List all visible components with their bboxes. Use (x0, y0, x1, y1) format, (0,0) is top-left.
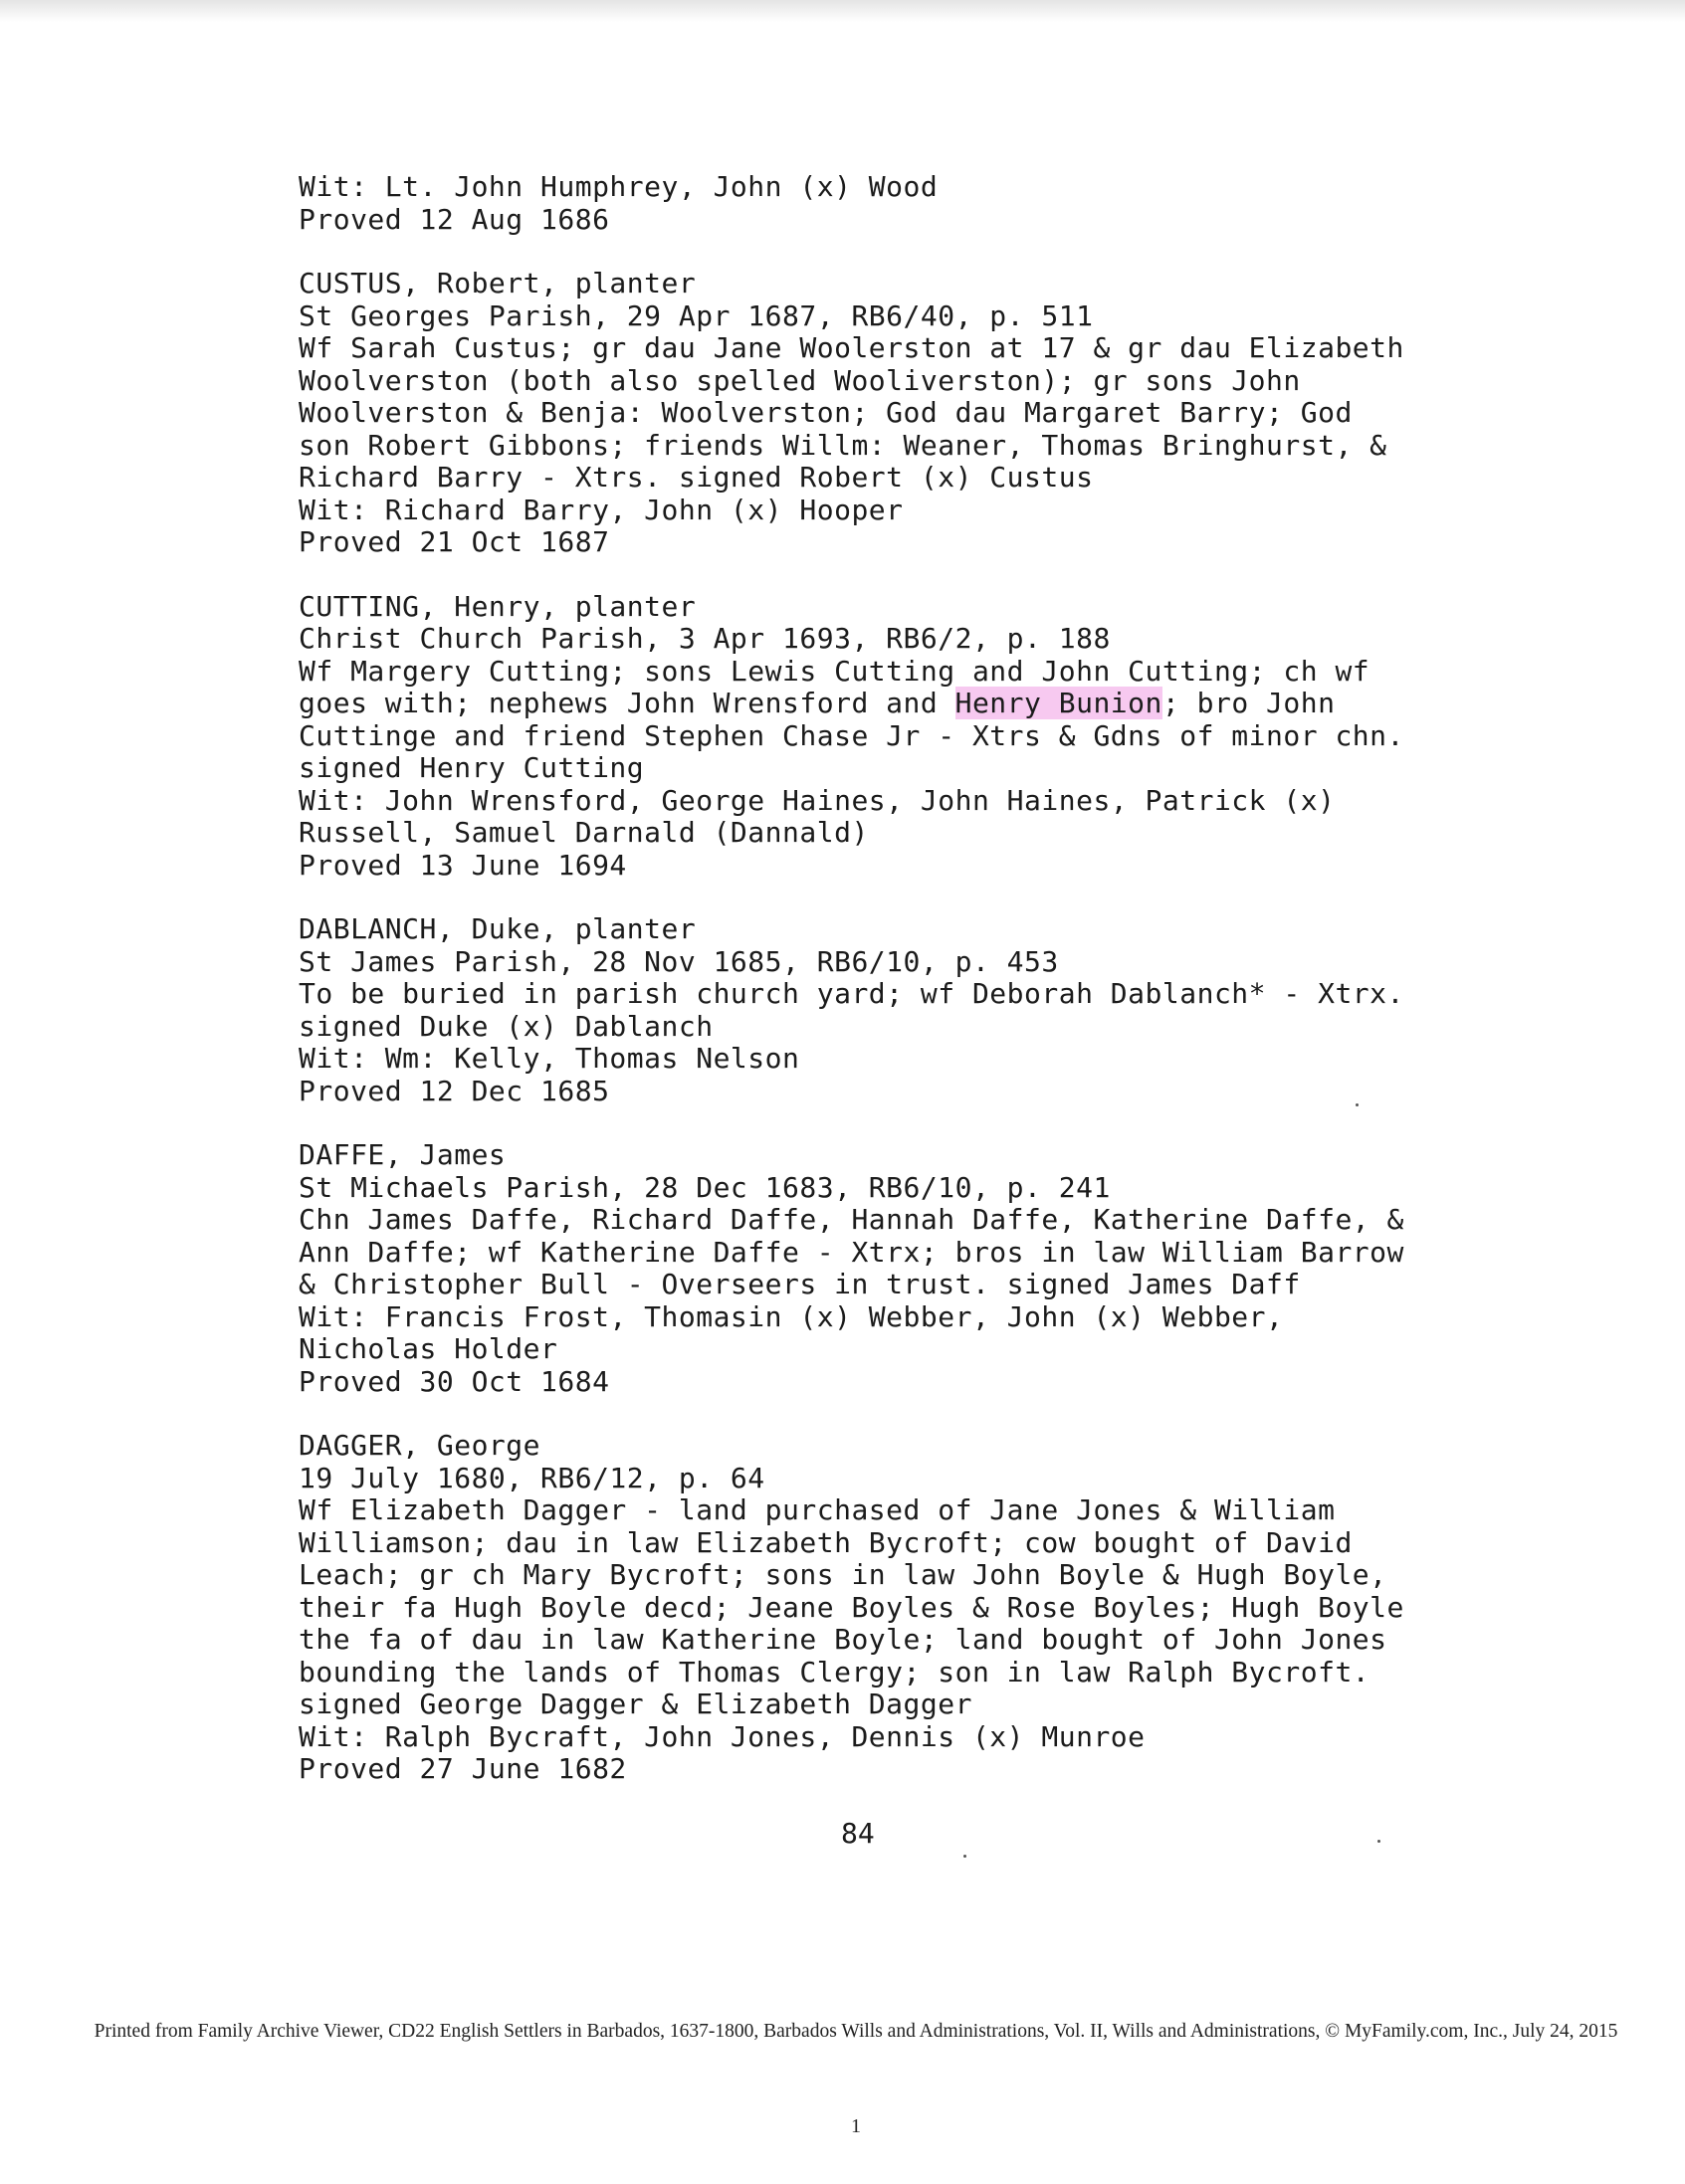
entry-heading: DAFFE, James (299, 1138, 507, 1171)
text-line: Wf Elizabeth Dagger - land purchased of Jane Jones & William (299, 1493, 1336, 1526)
text-line: Proved 21 Oct 1687 (299, 525, 610, 558)
text-line: Woolverston (both also spelled Wooliverston); gr sons John (299, 363, 1301, 397)
text-line: the fa of dau in law Katherine Boyle; land bought of John Jones (299, 1623, 1387, 1656)
highlighted-name: Henry Bunion (954, 687, 1162, 719)
entry-cutting (299, 591, 1433, 883)
text-line: Wit: Lt. John Humphrey, John (x) Wood (299, 170, 939, 203)
text-line: Cuttinge and friend Stephen Chase Jr - Xtrs & Gdns of minor chn. (299, 718, 1404, 752)
entry-continuation (299, 171, 1433, 236)
text-line: Wit: Wm: Kelly, Thomas Nelson (299, 1042, 800, 1075)
text-line: St Georges Parish, 29 Apr 1687, RB6/40, p. 511 (299, 298, 1094, 332)
entry-heading: CUSTUS, Robert, planter (299, 267, 697, 299)
entry-daffe (299, 1139, 1433, 1398)
footer-page-number: 1 (851, 2115, 861, 2137)
text-line: & Christopher Bull - Overseers in trust. signed James Daff (299, 1268, 1301, 1300)
footer-citation: Printed from Family Archive Viewer, CD22 English Settlers in Barbados, 1637-1800, Barbados Wills and Administrations, Vol. II, Wills and Administrations, © MyFamily.com, Inc., July 24, 2015 (94, 2021, 1618, 2042)
text-line: Proved 13 June 1694 (299, 848, 627, 882)
text-segment: goes with; nephews John Wrensford and (299, 687, 955, 719)
text-line: Wf Sarah Custus; gr dau Jane Woolerston at 17 & gr dau Elizabeth (299, 331, 1404, 364)
text-line: St James Parish, 28 Nov 1685, RB6/10, p. 453 (299, 944, 1059, 978)
text-line: Wit: Richard Barry, John (x) Hooper (299, 493, 904, 526)
entry-heading: DAGGER, George (299, 1429, 541, 1462)
entry-heading: DABLANCH, Duke, planter (299, 912, 697, 945)
text-line: St Michaels Parish, 28 Dec 1683, RB6/10, p. 241 (299, 1170, 1111, 1204)
text-line: Wit: Francis Frost, Thomasin (x) Webber, John (x) Webber, (299, 1299, 1284, 1333)
text-line: Chn James Daffe, Richard Daffe, Hannah Daffe, Katherine Daffe, & (299, 1203, 1404, 1236)
entry-dablanch (299, 913, 1433, 1107)
text-line: Proved 30 Oct 1684 (299, 1364, 610, 1398)
text-line: Christ Church Parish, 3 Apr 1693, RB6/2, p. 188 (299, 622, 1111, 655)
text-line: Proved 12 Aug 1686 (299, 202, 610, 236)
entry-dagger (299, 1430, 1433, 1786)
text-line: Proved 12 Dec 1685 (299, 1074, 610, 1107)
text-line: bounding the lands of Thomas Clergy; son in law Ralph Bycroft. (299, 1655, 1370, 1688)
text-line: Richard Barry - Xtrs. signed Robert (x) Custus (299, 461, 1094, 494)
text-line: Williamson; dau in law Elizabeth Bycroft; cow bought of David (299, 1525, 1353, 1559)
text-segment: ; bro John (1161, 687, 1336, 719)
text-line: signed Henry Cutting (299, 751, 645, 784)
text-line: Ann Daffe; wf Katherine Daffe - Xtrx; bros in law William Barrow (299, 1235, 1404, 1269)
text-line: Nicholas Holder (299, 1332, 558, 1365)
text-line: Woolverston & Benja: Woolverston; God dau Margaret Barry; God (299, 396, 1353, 429)
text-line: Proved 27 June 1682 (299, 1752, 627, 1785)
entry-heading: CUTTING, Henry, planter (299, 589, 697, 623)
text-line: Leach; gr ch Mary Bycroft; sons in law John Boyle & Hugh Boyle, (299, 1558, 1387, 1591)
text-line: their fa Hugh Boyle decd; Jeane Boyles & Rose Boyles; Hugh Boyle (299, 1590, 1404, 1624)
scan-speck (1377, 1840, 1380, 1843)
text-line: son Robert Gibbons; friends Willm: Weaner, Thomas Bringhurst, & (299, 428, 1387, 462)
text-line: signed Duke (x) Dablanch (299, 1009, 714, 1043)
scan-speck (1356, 1103, 1359, 1106)
text-line: 19 July 1680, RB6/12, p. 64 (299, 1461, 765, 1494)
text-line: To be buried in parish church yard; wf Deborah Dablanch* - Xtrx. (299, 977, 1404, 1010)
text-line: Russell, Samuel Darnald (Dannald) (299, 816, 869, 849)
text-line: signed George Dagger & Elizabeth Dagger (299, 1688, 972, 1720)
document-body (299, 171, 1433, 1786)
text-line-with-highlight (299, 688, 1433, 720)
text-line: Wit: Ralph Bycraft, John Jones, Dennis (x) Munroe (299, 1719, 1146, 1753)
text-line: Wf Margery Cutting; sons Lewis Cutting and John Cutting; ch wf (299, 654, 1370, 688)
scan-edge-shadow (0, 0, 1685, 22)
text-line: Wit: John Wrensford, George Haines, John Haines, Patrick (x) (299, 783, 1336, 817)
entry-custus (299, 268, 1433, 559)
page-number: 84 (841, 1817, 875, 1850)
scan-speck (963, 1855, 966, 1858)
